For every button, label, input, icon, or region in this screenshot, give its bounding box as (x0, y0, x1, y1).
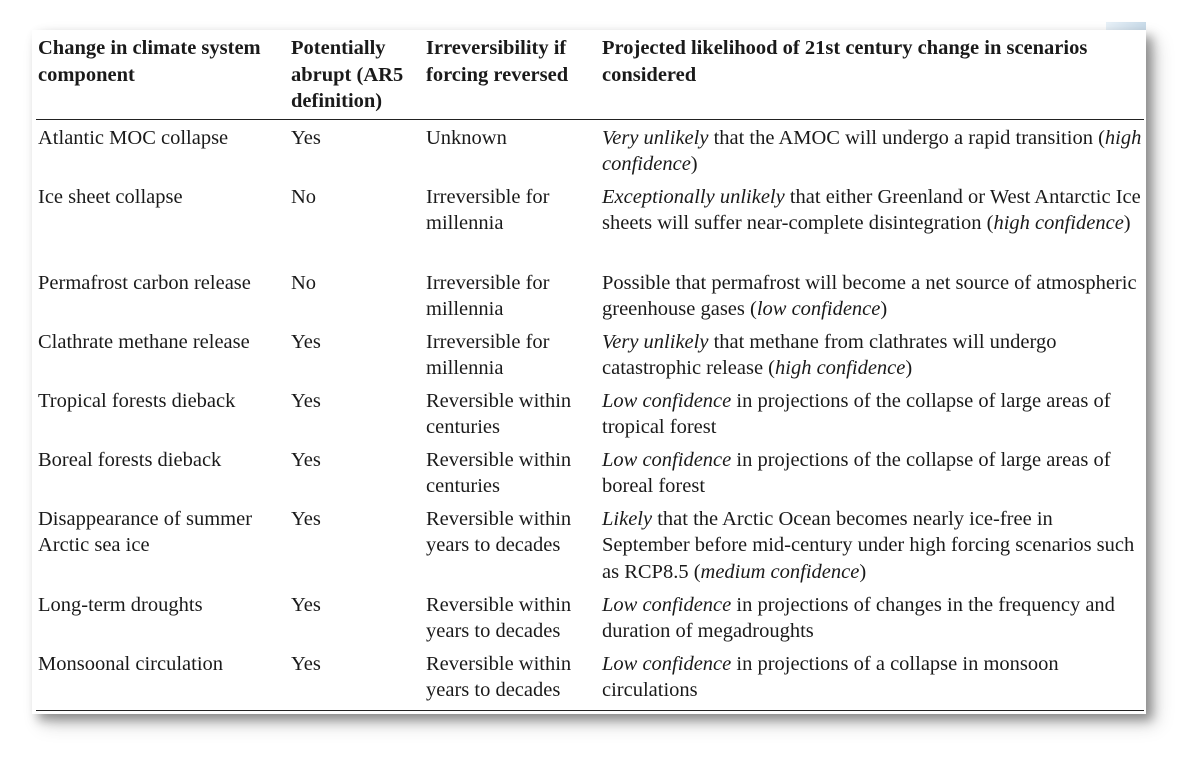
cell-component: Long-term droughts (38, 593, 203, 616)
table-row (36, 178, 1144, 264)
cell-abrupt: Yes (291, 448, 321, 471)
cell-component: Tropical forests dieback (38, 389, 236, 412)
cell-abrupt: No (291, 271, 317, 294)
header-abrupt: Potentially abrupt (AR5 definition) (289, 33, 424, 119)
cell-likelihood (600, 441, 1144, 500)
cell-abrupt: Yes (291, 593, 321, 616)
likelihood-term: Low confidence (602, 652, 732, 675)
likelihood-close: ) (880, 298, 888, 320)
table-row (36, 323, 1144, 382)
table-row (36, 441, 1144, 500)
cell-likelihood (600, 119, 1144, 178)
header-likelihood: Projected likelihood of 21st century change in scenarios considered (600, 33, 1144, 119)
likelihood-text: Possible that permafrost will become a net source of atmospheric greenhouse gases ( (602, 271, 1137, 320)
cell-irreversibility: Irreversible for millennia (426, 185, 550, 234)
likelihood-close: ) (859, 560, 867, 583)
confidence-level: medium confidence (700, 560, 860, 583)
likelihood-text: that the Arctic Ocean becomes nearly ice-free in September before mid-century under high forcing scenarios such as RCP8.5 ( (602, 507, 1135, 583)
confidence-level: low confidence (756, 298, 881, 320)
likelihood-text: that the AMOC will undergo a rapid transition ( (708, 126, 1105, 149)
likelihood-text: in projections of a collapse in monsoon circulations (602, 652, 1059, 701)
climate-tipping-elements-table (36, 33, 1144, 711)
corner-decoration (1106, 22, 1146, 30)
cell-likelihood (600, 645, 1144, 711)
likelihood-term: Likely (602, 507, 653, 530)
likelihood-text: that either Greenland or West Antarctic Ice sheets will suffer near-complete disintegration ( (602, 185, 1141, 234)
cell-irreversibility: Irreversible for millennia (426, 271, 550, 320)
likelihood-text: in projections of the collapse of large areas of boreal forest (602, 448, 1111, 497)
confidence-level: high confidence (775, 357, 906, 379)
cell-likelihood (600, 323, 1144, 382)
cell-component: Atlantic MOC collapse (38, 126, 229, 149)
likelihood-term: Low confidence (602, 448, 732, 471)
likelihood-term: Very unlikely (602, 330, 709, 353)
cell-irreversibility: Reversible within years to decades (426, 593, 572, 642)
table-row (36, 119, 1144, 178)
cell-abrupt: Yes (291, 330, 321, 353)
cell-likelihood (600, 178, 1144, 264)
likelihood-close: ) (1123, 212, 1131, 234)
likelihood-term: Low confidence (602, 389, 732, 412)
table-row (36, 586, 1144, 645)
cell-component: Monsoonal circulation (36, 645, 289, 711)
cell-component: Disappearance of summer Arctic sea ice (38, 507, 253, 556)
likelihood-term: Very unlikely (602, 126, 709, 149)
table-header-row (36, 33, 1144, 119)
likelihood-text: in projections of the collapse of large areas of tropical forest (602, 389, 1111, 438)
cell-likelihood (600, 382, 1144, 441)
cell-irreversibility: Reversible within years to decades (426, 507, 572, 556)
likelihood-text: that methane from clathrates will undergo catastrophic release ( (602, 330, 1057, 379)
cell-irreversibility: Reversible within centuries (426, 389, 572, 438)
cell-abrupt: Yes (291, 126, 321, 149)
table-row (36, 382, 1144, 441)
cell-abrupt: Yes (291, 507, 321, 530)
cell-likelihood (600, 264, 1144, 323)
likelihood-close: ) (690, 153, 698, 175)
table-row (36, 645, 1144, 711)
cell-irreversibility: Irreversible for millennia (426, 330, 550, 379)
confidence-level: high confidence (993, 212, 1124, 234)
cell-irreversibility: Reversible within centuries (426, 448, 572, 497)
header-component: Change in climate system component (36, 33, 289, 119)
cell-abrupt: Yes (291, 389, 321, 412)
cell-likelihood (600, 500, 1144, 586)
cell-component: Ice sheet collapse (38, 185, 183, 208)
cell-irreversibility: Unknown (426, 126, 507, 149)
likelihood-term: Exceptionally unlikely (602, 185, 785, 208)
cell-irreversibility: Reversible within years to decades (424, 645, 600, 711)
likelihood-text: in projections of changes in the frequency and duration of megadroughts (602, 593, 1115, 642)
table-row (36, 264, 1144, 323)
cell-abrupt: No (291, 185, 317, 208)
cell-likelihood (600, 586, 1144, 645)
likelihood-close: ) (905, 357, 913, 379)
table-row (36, 500, 1144, 586)
cell-abrupt: Yes (289, 645, 424, 711)
likelihood-term: Low confidence (602, 593, 732, 616)
cell-component: Permafrost carbon release (38, 271, 251, 294)
cell-component: Boreal forests dieback (38, 448, 222, 471)
cell-component: Clathrate methane release (38, 330, 250, 353)
confidence-level: high confidence (602, 126, 1142, 175)
header-irreversibility: Irreversibility if forcing reversed (424, 33, 600, 119)
